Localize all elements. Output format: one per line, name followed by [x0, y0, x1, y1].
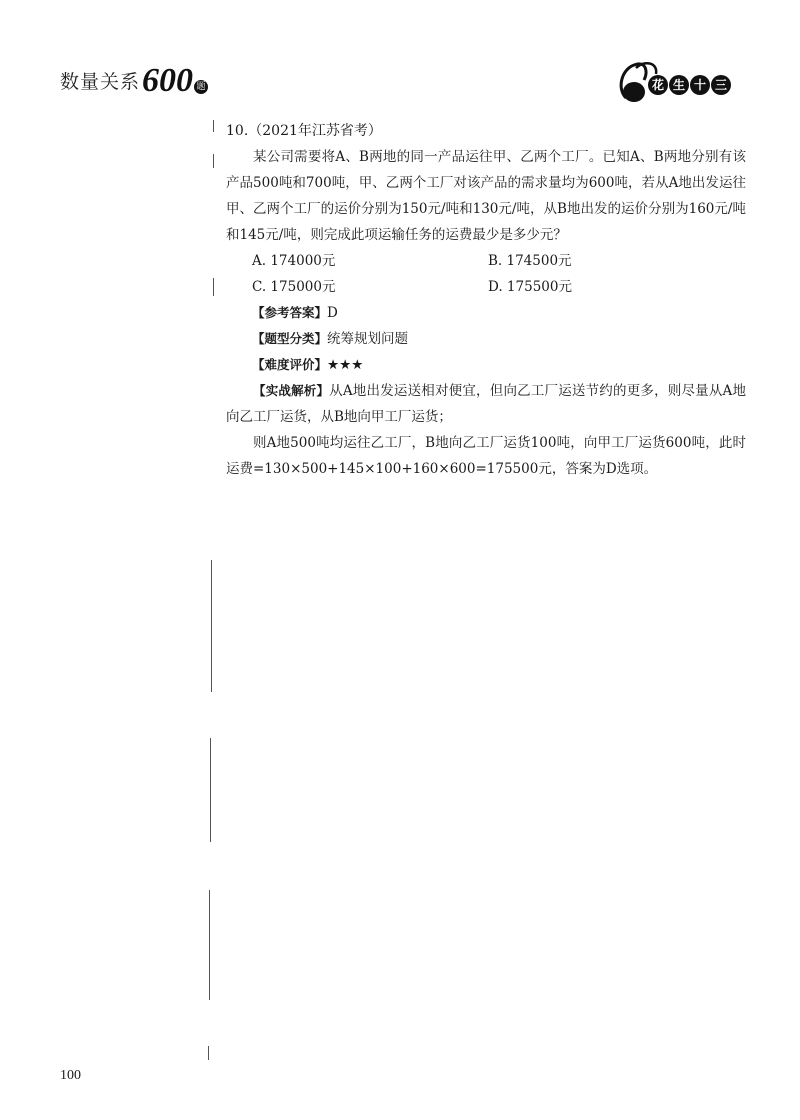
brand-char: 生 [669, 75, 689, 95]
brand-char: 花 [648, 75, 668, 95]
analysis-block [226, 378, 746, 482]
book-title-text: 数量关系 [60, 71, 141, 93]
analysis-paragraph-2: 则A地500吨均运往乙工厂，B地向乙工厂运货100吨，向甲工厂运货600吨，此时运费=130×500+145×100+160×600=175500元，答案为D选项。 [226, 435, 746, 477]
book-title [60, 64, 208, 98]
page-number: 100 [60, 1068, 81, 1083]
page-content [226, 118, 746, 482]
margin-line [208, 1046, 209, 1060]
difficulty-stars: ★★★ [327, 357, 364, 373]
difficulty-row [252, 352, 746, 378]
analysis-label: 【实战解析】 [253, 383, 330, 398]
margin-line [209, 890, 210, 1000]
brand-char: 三 [711, 75, 731, 95]
type-label: 【题型分类】 [252, 331, 328, 346]
option-d: D. 175500元 [488, 279, 572, 295]
answer-row [252, 300, 746, 326]
analysis-first-text: 从A地出发运送相对便宜，但向乙工厂运送节约的更多，则尽量从A地向乙工厂运货，从B地向甲工厂运货； [226, 383, 746, 425]
difficulty-label: 【难度评价】 [252, 357, 328, 372]
question-title: 10.（2021年江苏省考） [226, 123, 382, 139]
margin-line [213, 278, 214, 296]
analysis-paragraph-1 [226, 378, 746, 430]
option-c: C. 175000元 [252, 279, 336, 295]
answer-value: D [327, 305, 338, 321]
book-title-number: 600 [142, 62, 194, 99]
option-a: A. 174000元 [252, 253, 336, 269]
brand-label [648, 75, 731, 95]
question-stem-text: 某公司需要将A、B两地的同一产品运往甲、乙两个工厂。已知A、B两地分别有该产品500吨和700吨，甲、乙两个工厂对该产品的需求量均为600吨，若从A地出发运往甲、乙两个工厂的运价分别为150元/吨和130元/吨，从B地出发的运价分别为160元/吨和145元/吨，则完成此项运输任务的运费最少是多少元？ [226, 149, 746, 243]
margin-line [211, 560, 212, 692]
answer-label: 【参考答案】 [252, 305, 328, 320]
question-stem [226, 144, 746, 248]
brand-char: 十 [690, 75, 710, 95]
option-list [252, 248, 746, 300]
type-row [252, 326, 746, 352]
margin-line [213, 120, 214, 132]
type-value: 统筹规划问题 [327, 331, 409, 347]
margin-line [210, 738, 211, 842]
book-title-suffix: 题 [194, 80, 208, 94]
option-b: B. 174500元 [488, 253, 572, 269]
margin-line [213, 154, 214, 168]
